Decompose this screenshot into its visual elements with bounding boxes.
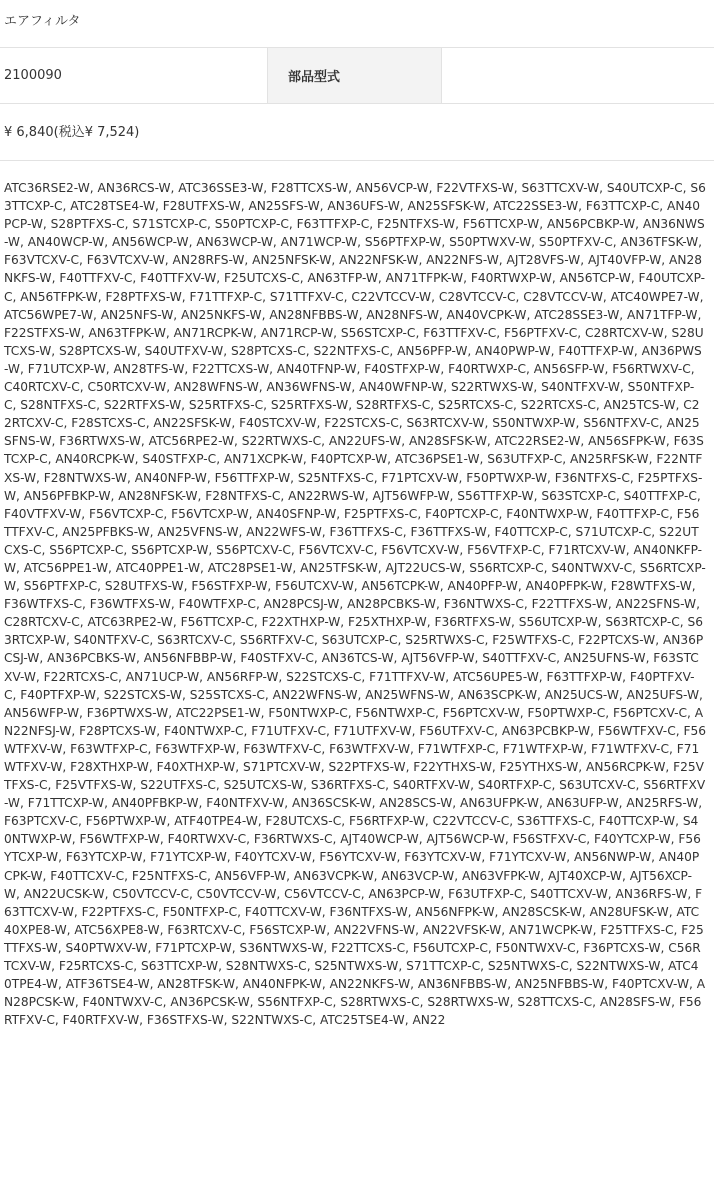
compatible-models-list: ATC36RSE2-W, AN36RCS-W, ATC36SSE3-W, F28TTCXS-W, AN56VCP-W, F22VTFXS-W, S63TTCXV-W, S40UTCXP-C, S63TTCXP-C, ATC28TSE4-W, F28UTFXS-W, AN25SFS-W, AN36UFS-W, AN25SFSK-W, ATC22SSE3-W, F63TTCXP-C, AN40PCP-W, S28PTFXS-C, S71STCXP-C, S50PTCXP-C, F63TTFXP-C, F25NTFXS-W, F56TTCXP-W, AN56PCBKP-W, AN36NWS-W, AN40WCP-W, AN56WCP-W, AN63WCP-W, AN71WCP-W, S56PTFXP-W, S50PTWXV-W, S50PTFXV-C, AN36TFSK-W, F63VTCXV-C, F63VTCXV-W, AN28RFS-W, AN25NFSK-W, AN22NFSK-W, AN22NFS-W, AJT28VFS-W, AJT40VFP-W, AN28NKFS-W, F40TTFXV-C, F40TTFXV-W, F25UTCXS-C, AN63TFP-W, AN71TFPK-W, F40RTWXP-W, AN56TCP-W, F40UTCXP-C, AN56TFPK-W, F28PTFXS-W, F71TTFXP-C, S71TTFXV-C, C22VTCCV-W, C28VTCCV-C, C28VTCCV-W, ATC40WPE7-W, ATC56WPE7-W, AN25NFS-W, AN25NKFS-W, AN28NFBBS-W, AN28NFS-W, AN40VCPK-W, ATC28SSE3-W, AN71TFP-W, F22STFXS-W, AN63TFPK-W, AN71RCPK-W, AN71RCP-W, S56STCXP-C, F63TTFXV-C, F56PTFXV-C, C28RTCXV-W, S28UTCXS-W, S28PTCXS-W, S40UTFXV-W, S28PTCXS-C, S22NTFXS-C, AN56PFP-W, AN40PWP-W, F40TTFXP-W, AN36PWS-W, F71UTCXP-W, AN28TFS-W, F22TTCXS-W, AN40TFNP-W, F40STFXP-W, F40RTWXP-C, AN56SFP-W, F56RTWXV-C, C40RTCXV-C, C50RTCXV-W, AN28WFNS-W, AN36WFNS-W, AN40WFNP-W, S22RTWXS-W, S40NTFXV-W, S50NTFXP-C, S28NTFXS-C, S22RTFXS-W, S25RTFXS-C, S25RTFXS-W, S28RTFXS-C, S25RTCXS-C, S22RTCXS-C, AN25TCS-W, C22RTCXV-C, F28STCXS-C, AN22SFSK-W, F40STCXV-W, F22STCXS-C, S63RTCXV-W, S50NTWXP-W, S56NTFXV-C, AN25SFNS-W, F36RTWXS-W, ATC56RPE2-W, S22RTWXS-C, AN22UFS-W, AN28SFSK-W, ATC22RSE2-W, AN56SFPK-W, F63STCXP-C, AN40RCPK-W, S40STFXP-C, AN71XCPK-W, F40PTCXP-W, ATC36PSE1-W, S63UTFXP-C, AN25RFSK-W, F22NTFXS-W, F28NTWXS-W, AN40NFP-W, F56TTFXP-W, S25NTFXS-C, F71PTCXV-W, F50PTWXP-W, F36NTFXS-C, F25PTFXS-W, AN56PFBKP-W, AN28NFSK-W, F28NTFXS-C, AN22RWS-W, AJT56WFP-W, S56TTFXP-W, S63STCXP-C, S40TTFXP-C, F40VTFXV-W, F56VTCXP-C, F56VTCXP-W, AN40SFNP-W, F25PTFXS-C, F40PTCXP-C, F40NTWXP-W, F40TTFXP-C, F56TTFXV-C, AN25PFBKS-W, AN25VFNS-W, AN22WFS-W, F36TTFXS-C, F36TTFXS-W, F40TTCXP-C, S71UTCXP-C, S22UTCXS-C, S56PTCXP-C, S56PTCXP-W, S56PTCXV-C, F56VTCXV-C, F56VTCXV-W, F56VTFXP-C, F71RTCXV-W, AN40NKFP-W, ATC56PPE1-W, ATC40PPE1-W, ATC28PSE1-W, AN25TFSK-W, AJT22UCS-W, S56RTCXP-C, S40NTWXV-C, S56RTCXP-W, S56PTFXP-C, S28UTFXS-W, F56STFXP-W, F56UTCXV-W, AN56TCPK-W, AN40PFP-W, AN40PFPK-W, F28WTFXS-W, F36WTFXS-C, F36WTFXS-W, F40WTFXP-C, AN28PCSJ-W, AN28PCBKS-W, F36NTWXS-C, F22TTFXS-W, AN22SFNS-W, C28RTCXV-C, ATC63RPE2-W, F56TTCXP-C, F22XTHXP-W, F25XTHXP-W, F36RTFXS-W, S56UTCXP-W, S63RTCXP-C, S63RTCXP-W, S40NTFXV-C, S63RTCXV-C, S56RTFXV-C, S63UTCXP-C, S25RTWXS-C, F25WTFXS-C, F22PTCXS-W, AN36PCSJ-W, AN36PCBKS-W, AN56NFBBP-W, F40STFXV-C, AN36TCS-W, AJT56VFP-W, S40TTFXV-C, AN25UFNS-W, F63STCXV-W, F22RTCXS-C, AN71UCP-W, AN56RFP-W, S22STCXS-C, F71TTFXV-W, ATC56UPE5-W, F63TTFXP-W, F40PTFXV-C, F40PTFXP-W, S22STCXS-W, S25STCXS-C, AN22WFNS-W, AN25WFNS-W, AN63SCPK-W, AN25UCS-W, AN25UFS-W, AN56WFP-W, F36PTWXS-W, ATC22PSE1-W, F50NTWXP-C, F56NTWXP-C, F56PTCXV-W, F50PTWXP-C, F56PTCXV-C, AN22NFSJ-W, F28PTCXS-W, F40NTWXP-C, F71UTFXV-C, F71UTFXV-W, F56UTFXV-C, AN63PCBKP-W, F56WTFXV-C, F56WTFXV-W, F63WTFXP-C, F63WTFXP-W, F63WTFXV-C, F63WTFXV-W, F71WTFXP-C, F71WTFXP-W, F71WTFXV-C, F71WTFXV-W, F28XTHXP-W, F40XTHXP-W, S71PTCXV-W, S22PTFXS-W, F22YTHXS-W, F25YTHXS-W, AN56RCPK-W, F25VTFXS-C, F25VTFXS-W, S22UTFXS-C, S25UTCXS-W, S36RTFXS-C, S40RTFXV-W, S40RTFXP-C, S63UTCXV-C, S56RTFXV-W, F71TTCXP-W, AN40PFBKP-W, F40NTFXV-W, AN36SCSK-W, AN28SCS-W, AN63UFPK-W, AN63UFP-W, AN25RFS-W, F63PTCXV-C, F56PTWXP-W, ATF40TPE4-W, F28UTCXS-C, F56RTFXP-W, C22VTCCV-C, S36TTFXS-C, F40TTCXP-W, S40NTWXP-W, F56WTFXP-W, F40RTWXV-C, F36RTWXS-C, AJT40WCP-W, AJT56WCP-W, F56STFXV-C, F40YTCXP-W, F56YTCXP-W, F63YTCXP-W, F71YTCXP-W, F40YTCXV-W, F56YTCXV-W, F63YTCXV-W, F71YTCXV-W, AN56NWP-W, AN40PCPK-W, F40TTCXV-C, F25NTFXS-C, AN56VFP-W, AN63VCPK-W, AN63VCP-W, AN63VFPK-W, AJT40XCP-W, AJT56XCP-W, AN22UCSK-W, C50VTCCV-C, C50VTCCV-W, C56VTCCV-C, AN63PCP-W, F63UTFXP-C, S40TTCXV-W, AN36RFS-W, F63TTCXV-W, F22PTFXS-C, F50NTFXP-C, F40TTCXV-W, F36NTFXS-W, AN56NFPK-W, AN28SCSK-W, AN28UFSK-W, ATC40XPE8-W, ATC56XPE8-W, F63RTCXV-C, F56STCXP-W, AN22VFNS-W, AN22VFSK-W, AN71WCPK-W, F25TTFXS-C, F25TTFXS-W, S40PTWXV-W, F71PTCXP-W, S36NTWXS-W, F22TTCXS-C, F56UTCXP-C, F50NTWXV-C, F36PTCXS-W, C56RTCXV-W, F25RTCXS-C, S63TTCXP-W, S28NTWXS-C, S25NTWXS-W, S71TTCXP-C, S25NTWXS-C, S22NTWXS-W, ATC40TPE4-W, ATF36TSE4-W, AN28TFSK-W, AN40NFPK-W, AN22NKFS-W, AN36NFBBS-W, AN25NFBBS-W, F40PTCXV-W, AN28PCSK-W, F40NTWXV-C, AN36PCSK-W, S56NTFXP-C, S28RTWXS-C, S28RTWXS-W, S28TTCXS-C, AN28SFS-W, F56RTFXV-C, F40RTFXV-W, F36STFXS-W, S22NTWXS-C, ATC25TSE4-W, AN22: [4, 181, 706, 1028]
price: ¥ 6,840(税込¥ 7,524): [4, 124, 140, 140]
part-number: 2100090: [4, 68, 62, 83]
spec-row: [0, 48, 714, 104]
product-name-row: [0, 0, 714, 48]
price-row: [0, 104, 714, 161]
product-name: エアフィルタ: [4, 13, 81, 29]
part-label: 部品型式: [267, 48, 442, 103]
